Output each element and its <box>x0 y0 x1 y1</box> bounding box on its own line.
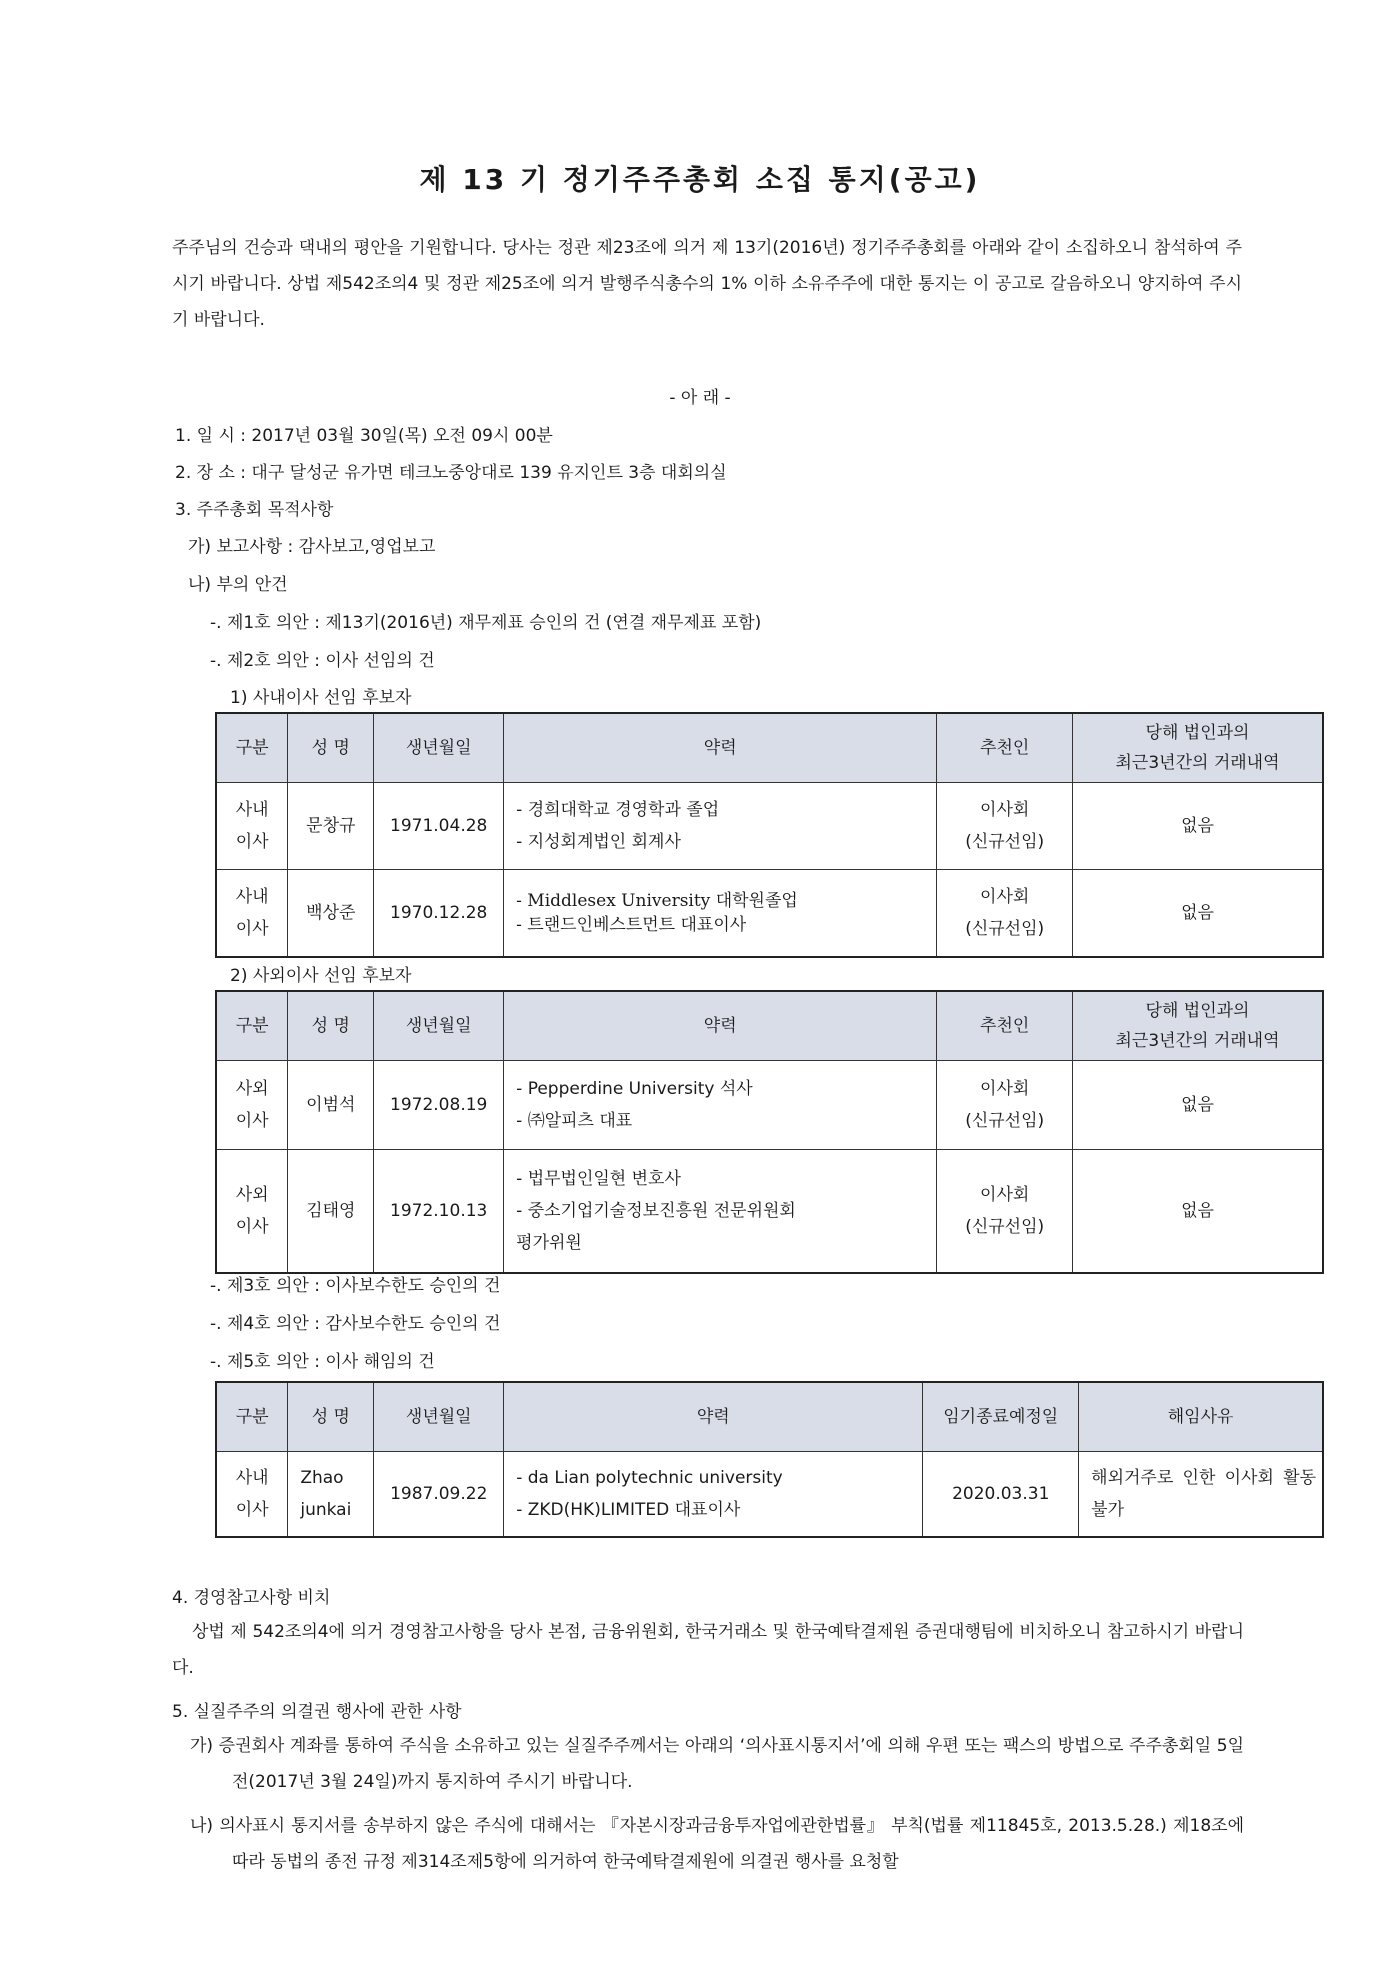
header-career: 약력 <box>504 1382 923 1452</box>
table-header-row <box>216 1382 1323 1452</box>
table-header-row <box>216 991 1323 1061</box>
cell-career: - 경희대학교 경영학과 졸업 - 지성회계법인 회계사 <box>504 783 937 870</box>
item-reference-text: 상법 제 542조의4에 의거 경영참고사항을 당사 본점, 금융위원회, 한국거래소 및 한국예탁결제원 증권대행팀에 비치하오니 참고하시기 바랍니다. <box>172 1622 1244 1678</box>
header-term-end: 임기종료예정일 <box>923 1382 1079 1452</box>
resolution-heading: 나) 부의 안건 <box>188 575 288 595</box>
cell-recommender: 이사회 (신규선임) <box>937 783 1073 870</box>
cell-type: 사외 이사 <box>216 1150 288 1274</box>
header-name: 성 명 <box>288 713 374 783</box>
cell-type: 사내 이사 <box>216 870 288 958</box>
table-row <box>216 1452 1323 1538</box>
header-career: 약력 <box>504 991 937 1061</box>
report-items: 가) 보고사항 : 감사보고,영업보고 <box>188 537 436 557</box>
header-birth: 생년월일 <box>374 713 504 783</box>
cell-career: - Middlesex University 대학원졸업 - 트랜드인베스트먼트 대표이사 <box>504 870 937 958</box>
agenda-2: -. 제2호 의안 : 이사 선임의 건 <box>210 651 435 671</box>
cell-transactions: 없음 <box>1073 870 1323 958</box>
cell-career: - da Lian polytechnic university - ZKD(HK)LIMITED 대표이사 <box>504 1452 923 1538</box>
inside-directors-table <box>215 712 1324 958</box>
table-row <box>216 1061 1323 1150</box>
cell-birth: 1987.09.22 <box>374 1452 504 1538</box>
header-birth: 생년월일 <box>374 1382 504 1452</box>
inside-directors-heading: 1) 사내이사 선임 후보자 <box>230 688 412 708</box>
header-recommender: 추천인 <box>937 713 1073 783</box>
header-type: 구분 <box>216 713 288 783</box>
intro-paragraph: 주주님의 건승과 댁내의 평안을 기원합니다. 당사는 정관 제23조에 의거 제 13기(2016년) 정기주주총회를 아래와 같이 소집하오니 참석하여 주시기 바랍니다. 상법 제542조의4 및 정관 제25조에 의거 발행주식총수의 1% 이하 소유주주에 대한 통지는 이 공고로 갈음하오니 양지하여 주시기 바랍니다. <box>172 238 1242 330</box>
header-reason: 해임사유 <box>1079 1382 1323 1452</box>
header-type: 구분 <box>216 1382 288 1452</box>
cell-birth: 1972.08.19 <box>374 1061 504 1150</box>
cell-recommender: 이사회 (신규선임) <box>937 1150 1073 1274</box>
dismissal-table <box>215 1381 1324 1538</box>
item-place: 2. 장 소 : 대구 달성군 유가면 테크노중앙대로 139 유지인트 3층 대회의실 <box>175 463 727 483</box>
header-career: 약력 <box>504 713 937 783</box>
cell-career: - Pepperdine University 석사 - ㈜알피츠 대표 <box>504 1061 937 1150</box>
cell-career: - 법무법인일현 변호사 - 중소기업기술정보진흥원 전문위원회 평가위원 <box>504 1150 937 1274</box>
cell-name: 문창규 <box>288 783 374 870</box>
cell-birth: 1972.10.13 <box>374 1150 504 1274</box>
cell-transactions: 없음 <box>1073 1150 1323 1274</box>
below-mark: - 아 래 - <box>669 388 731 408</box>
cell-name: 백상준 <box>288 870 374 958</box>
table-row <box>216 1150 1323 1274</box>
agenda-4: -. 제4호 의안 : 감사보수한도 승인의 건 <box>210 1314 501 1334</box>
header-name: 성 명 <box>288 991 374 1061</box>
agenda-3: -. 제3호 의안 : 이사보수한도 승인의 건 <box>210 1276 501 1296</box>
header-name: 성 명 <box>288 1382 374 1452</box>
cell-name: Zhao junkai <box>288 1452 374 1538</box>
header-type: 구분 <box>216 991 288 1061</box>
page-title: 제 13 기 정기주주총회 소집 통지(공고) <box>419 163 981 196</box>
cell-type: 사내 이사 <box>216 783 288 870</box>
cell-birth: 1970.12.28 <box>374 870 504 958</box>
outside-directors-table <box>215 990 1324 1274</box>
cell-term-end: 2020.03.31 <box>923 1452 1079 1538</box>
item-date: 1. 일 시 : 2017년 03월 30일(목) 오전 09시 00분 <box>175 426 553 446</box>
cell-recommender: 이사회 (신규선임) <box>937 1061 1073 1150</box>
cell-transactions: 없음 <box>1073 1061 1323 1150</box>
header-transactions: 당해 법인과의 최근3년간의 거래내역 <box>1073 713 1323 783</box>
item-voting-b: 나) 의사표시 통지서를 송부하지 않은 주식에 대해서는 『자본시장과금융투자업에관한법률』 부칙(법률 제11845호, 2013.5.28.) 제18조에 따라 동법의 종전 규정 제314조제5항에 의거하여 한국예탁결제원에 의결권 행사를 요청할 <box>190 1816 1244 1872</box>
outside-directors-heading: 2) 사외이사 선임 후보자 <box>230 966 412 986</box>
cell-recommender: 이사회 (신규선임) <box>937 870 1073 958</box>
agenda-1: -. 제1호 의안 : 제13기(2016년) 재무제표 승인의 건 (연결 재무제표 포함) <box>210 613 762 633</box>
item-voting-heading: 5. 실질주주의 의결권 행사에 관한 사항 <box>172 1702 462 1722</box>
item-reference-heading: 4. 경영참고사항 비치 <box>172 1588 331 1608</box>
header-birth: 생년월일 <box>374 991 504 1061</box>
item-agenda-heading: 3. 주주총회 목적사항 <box>175 500 334 520</box>
cell-transactions: 없음 <box>1073 783 1323 870</box>
item-voting-a: 가) 증권회사 계좌를 통하여 주식을 소유하고 있는 실질주주께서는 아래의 ‘의사표시통지서’에 의해 우편 또는 팩스의 방법으로 주주총회일 5일전(2017년 3월 24일)까지 통지하여 주시기 바랍니다. <box>190 1736 1244 1792</box>
cell-birth: 1971.04.28 <box>374 783 504 870</box>
cell-type: 사외 이사 <box>216 1061 288 1150</box>
cell-name: 이범석 <box>288 1061 374 1150</box>
cell-reason: 해외거주로 인한 이사회 활동 불가 <box>1079 1452 1323 1538</box>
header-recommender: 추천인 <box>937 991 1073 1061</box>
header-transactions: 당해 법인과의 최근3년간의 거래내역 <box>1073 991 1323 1061</box>
table-row <box>216 870 1323 958</box>
table-row <box>216 783 1323 870</box>
cell-type: 사내 이사 <box>216 1452 288 1538</box>
agenda-5: -. 제5호 의안 : 이사 해임의 건 <box>210 1352 435 1372</box>
table-header-row <box>216 713 1323 783</box>
cell-name: 김태영 <box>288 1150 374 1274</box>
